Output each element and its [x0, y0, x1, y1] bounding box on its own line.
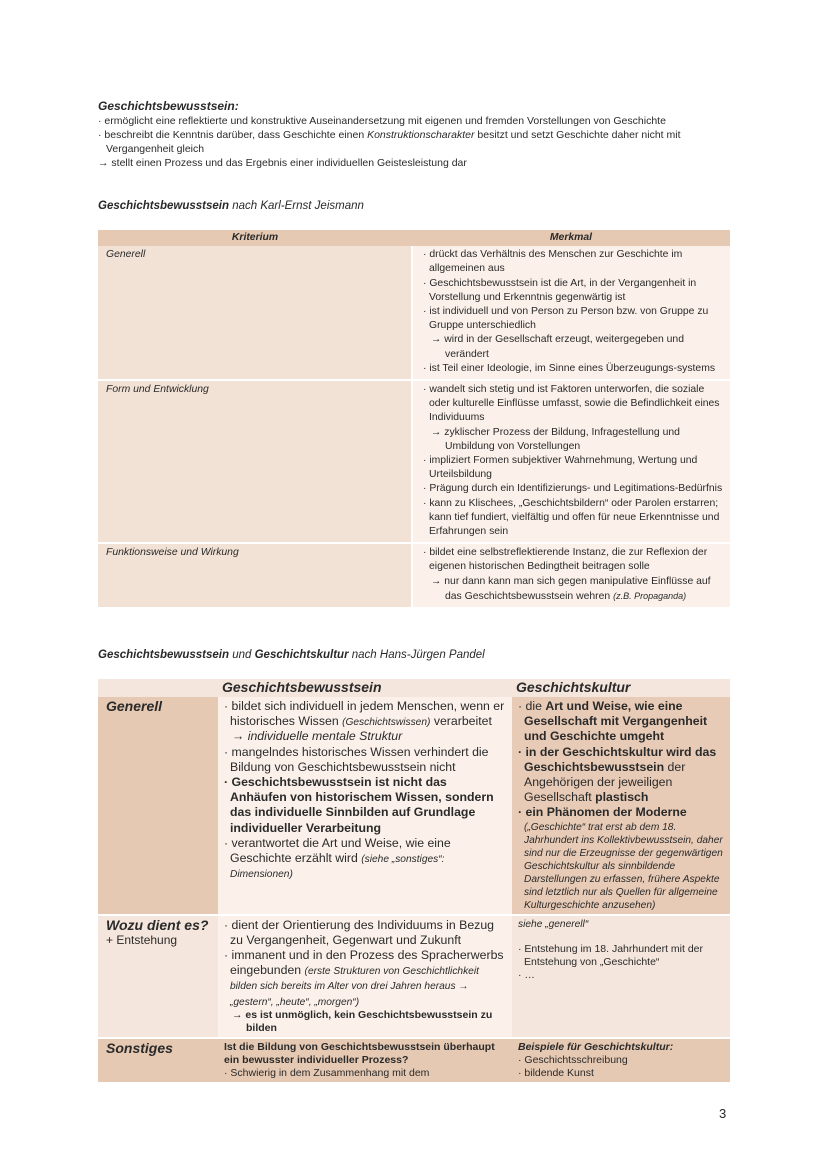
list-item-bold: Art und Weise, wie eine Gesellschaft mit Vergangenheit und Geschichte umgeht [524, 699, 708, 744]
table-row [98, 915, 730, 1038]
list-item: · bildende Kunst [518, 1066, 594, 1079]
list-item-text: · die [518, 699, 546, 713]
list-item: · drückt das Verhältnis des Menschen zur Geschichte im allgemeinen aus [423, 249, 683, 275]
merkmal-cell [412, 380, 730, 543]
list-item: · mangelndes historisches Wissen verhindert die Bildung von Geschichtsbewusstsein nicht [224, 744, 489, 774]
col-header-merkmal: Merkmal [412, 230, 730, 246]
jeismann-title [98, 200, 730, 212]
intro-line-2-text: · beschreibt die Kenntnis darüber, dass Geschichte einen [98, 129, 368, 141]
list-item [224, 836, 506, 882]
list-item: · ist Teil einer Ideologie, im Sinne eines Überzeugungs-systems [423, 362, 716, 374]
list-item: · Geschichtsbewusstsein ist nicht das Anhäufen von historischem Wissen, sondern das individuelle Sinnbilden auf Grundlage individueller Verarbeitung [224, 775, 494, 835]
list-item-text: · bildet sich individuell in jedem Menschen, wenn er historisches Wissen [224, 699, 505, 729]
kultur-cell [512, 915, 730, 1038]
pandel-title-bold-2: Geschichtskultur [254, 649, 349, 661]
list-item: · Entstehung im 18. Jahrhundert mit der Entstehung von „Geschichte“ [518, 942, 704, 968]
jeismann-title-bold: Geschichtsbewusstsein [98, 200, 230, 212]
bewusstsein-cell [218, 1038, 512, 1082]
list-item: · kann zu Klischees, „Geschichtsbildern“ oder Parolen erstarren; kann tief fundiert, vielfältig und offen für neue Erkenntnisse und Erfahrungen sein [423, 497, 720, 538]
merkmal-cell [412, 543, 730, 607]
list-item: · Prägung durch ein Identifizierungs- und Legitimations-Bedürfnis [423, 483, 723, 495]
list-item [518, 745, 724, 806]
row-label-wozu: Wozu dient es? [106, 916, 209, 933]
list-item-text: · verantwortet die Art und Weise, wie eine Geschichte erzählt wird [224, 835, 451, 866]
row-label-generell: Generell [98, 246, 412, 380]
page-number: 3 [719, 1106, 727, 1121]
intro-line-2-emphasis: Konstruktionscharakter [367, 129, 475, 141]
intro-line-2-rest: besitzt und setzt Geschichte daher nicht mit Vergangenheit gleich [106, 129, 681, 155]
header-empty-cell [98, 679, 218, 697]
list-item-bold: · in der Geschichtskultur wird das Geschichtsbewusstsein [518, 744, 717, 774]
table-row [98, 697, 730, 915]
list-item: → es ist unmöglich, kein Geschichtsbewusstsein zu bilden [232, 1008, 493, 1034]
list-item: → wird in der Gesellschaft erzeugt, weitergegeben und verändert [431, 334, 684, 360]
row-label-generell: Generell [106, 698, 163, 714]
kultur-cell [512, 697, 730, 915]
jeismann-table [98, 230, 730, 607]
list-item-rest: verarbeitet [430, 714, 492, 729]
merkmal-cell [412, 246, 730, 380]
row-label-cell [98, 1038, 218, 1082]
list-item-note: (siehe „sonstiges“: Dimensionen) [230, 854, 445, 881]
intro-section [98, 99, 730, 170]
list-item-note: siehe „generell“ [518, 918, 589, 930]
list-item-note: (z.B. Propaganda) [613, 590, 687, 601]
list-item-heading: Beispiele für Geschichtskultur: [518, 1040, 674, 1053]
table-row [98, 1038, 730, 1082]
list-item-note: (erste Strukturen von Geschichtlichkeit bilden sich bereits im Alter von drei Jahren heraus → „gestern“, „heute“, „morgen“) [230, 966, 479, 1008]
list-item: Ist die Bildung von Geschichtsbewusstsein überhaupt ein bewusster individueller Prozess? [224, 1040, 495, 1066]
list-item: · … [518, 968, 535, 981]
list-item: · dient der Orientierung des Individuums in Bezug zu Vergangenheit, Gegenwart und Zukunft [224, 917, 494, 947]
pandel-title-mid: und [229, 649, 255, 661]
table-row [98, 543, 730, 607]
pandel-table [98, 679, 730, 1082]
list-item-text: · immanent und in den Prozess des Spracherwerbs eingebunden [224, 948, 504, 978]
table-row [98, 246, 730, 380]
list-item-text: → nur dann kann man sich gegen manipulative Einflüsse auf das Geschichtsbewusstsein wehren [431, 575, 711, 602]
col-header-kriterium: Kriterium [98, 230, 412, 246]
pandel-title [98, 649, 730, 661]
list-item: · Geschichtsschreibung [518, 1053, 628, 1066]
row-label-sub: + Entstehung [106, 932, 178, 947]
col-header-geschichtskultur: Geschichtskultur [512, 679, 730, 697]
row-label-funktion: Funktionsweise und Wirkung [98, 543, 412, 607]
col-header-geschichtsbewusstsein: Geschichtsbewusstsein [218, 679, 512, 697]
row-label-cell [98, 915, 218, 1038]
intro-line-1: · ermöglicht eine reflektierte und konstruktive Auseinandersetzung mit eigenen und fremden Vorstellungen von Geschichte [98, 115, 666, 127]
jeismann-title-rest: nach Karl-Ernst Jeismann [229, 200, 364, 212]
list-item-bold: plastisch [595, 790, 649, 805]
list-item [224, 699, 506, 729]
pandel-title-rest: nach Hans-Jürgen Pandel [348, 649, 485, 661]
pandel-header-row [98, 679, 730, 697]
bewusstsein-cell [218, 915, 512, 1038]
list-item: · wandelt sich stetig und ist Faktoren unterworfen, die soziale oder kulturelle Einflüsse umfasst, sowie die Befindlichkeit eines Individuums [423, 384, 720, 424]
row-label-sonstiges: Sonstiges [106, 1039, 173, 1056]
list-item [423, 575, 724, 604]
row-label-cell [98, 697, 218, 915]
intro-line-2 [98, 128, 730, 156]
list-item-text: der Angehörigen der jeweiligen Gesellschaft [524, 759, 686, 805]
list-item [518, 699, 724, 745]
list-item: · Schwierig in dem Zusammenhang mit dem [224, 1066, 430, 1079]
table-row [98, 380, 730, 543]
kultur-cell [512, 1038, 730, 1082]
jeismann-header-row [98, 230, 730, 246]
intro-line-3: → stellt einen Prozess und das Ergebnis einer individuellen Geistesleistung dar [98, 157, 467, 169]
list-item: → zyklischer Prozess der Bildung, Infragestellung und Umbildung von Vorstellungen [431, 426, 680, 452]
list-item: · ein Phänomen der Moderne [518, 805, 687, 820]
list-item: → individuelle mentale Struktur [232, 729, 403, 744]
list-item-note: (Geschichtswissen) [342, 717, 431, 729]
list-item [224, 948, 506, 1009]
pandel-title-bold-1: Geschichtsbewusstsein [98, 649, 230, 661]
list-item-note: („Geschichte“ trat erst ab dem 18. Jahrhundert ins Kollektivbewusstsein, daher sind nur die Erzeugnisse der gegenwärtigen Geschichtskultur als sinnbildende Darstellungen zu erfassen, frühere Aspekte sind letztlich nur als Quellen für allgemeine Kulturgeschichte anzusehen) [524, 821, 723, 911]
list-item: · bildet eine selbstreflektierende Instanz, die zur Reflexion der eigenen historischen Bedingtheit beitragen solle [423, 547, 708, 573]
list-item: · Geschichtsbewusstsein ist die Art, in der Vergangenheit in Vorstellung und Erkenntnis gegenwärtig ist [423, 277, 697, 303]
list-item: · impliziert Formen subjektiver Wahrnehmung, Wertung und Urteilsbildung [423, 455, 698, 481]
row-label-form: Form und Entwicklung [98, 380, 412, 543]
intro-heading: Geschichtsbewusstsein: [98, 99, 239, 113]
list-item: · ist individuell und von Person zu Person bzw. von Gruppe zu Gruppe unterschiedlich [423, 306, 709, 332]
bewusstsein-cell [218, 697, 512, 915]
